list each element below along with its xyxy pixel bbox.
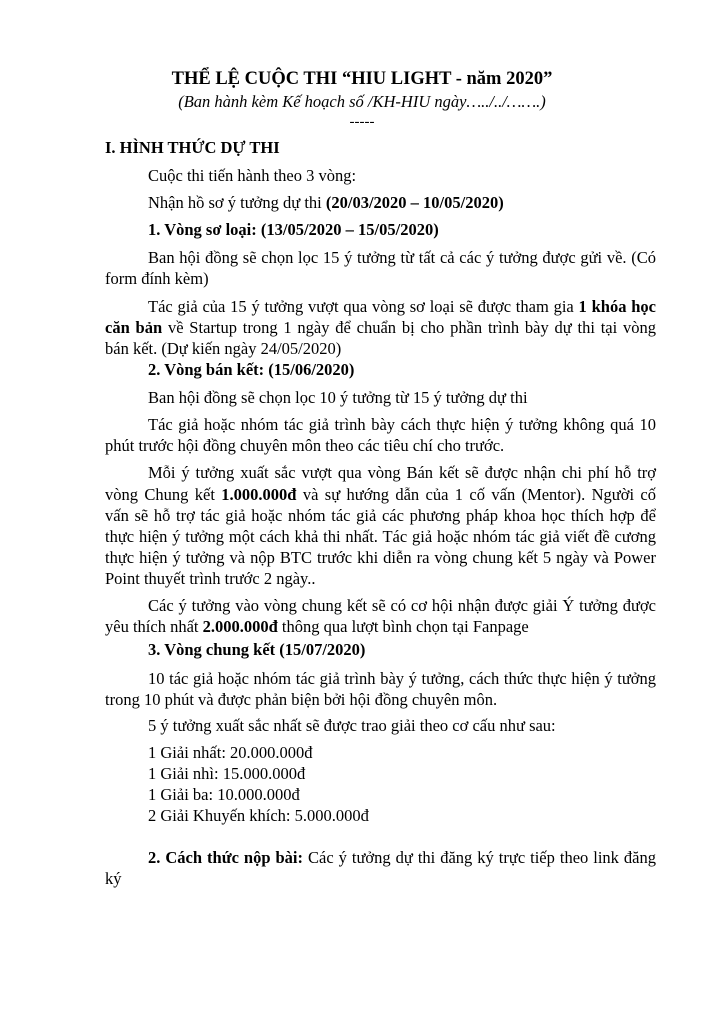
round2-p4-text-a: yêu thích nhất xyxy=(105,617,203,636)
round1-heading: 1. Vòng sơ loại: (13/05/2020 – 15/05/2020) xyxy=(148,220,439,239)
round2-p3-line4: thực hiện ý tưởng một cách khả thi nhất. Tác giả hoặc nhóm tác giả viết đề cương xyxy=(105,527,656,546)
section-heading: I. HÌNH THỨC DỰ THI xyxy=(105,138,280,157)
reception-dates: (20/03/2020 – 10/05/2020) xyxy=(325,193,504,212)
prize-item: 1 Giải ba: 10.000.000đ xyxy=(148,785,300,804)
round2-p3-text-a: vòng Chung kết xyxy=(105,485,222,504)
section-intro: Cuộc thi tiến hành theo 3 vòng: xyxy=(148,166,357,185)
round2-heading: 2. Vòng bán kết: (15/06/2020) xyxy=(148,360,355,379)
reception-text: Nhận hồ sơ ý tưởng dự thi xyxy=(148,193,326,212)
round1-p2-line3: bán kết. (Dự kiến ngày 24/05/2020) xyxy=(105,339,342,358)
submission-line1 xyxy=(148,848,656,869)
round3-heading: 3. Vòng chung kết (15/07/2020) xyxy=(148,640,366,659)
round2-p3-text-b: và sự hướng dẫn của 1 cố vấn (Mentor). Người cố xyxy=(296,485,656,504)
submission-heading: 2. Cách thức nộp bài: xyxy=(148,848,304,867)
prize-item: 1 Giải nhì: 15.000.000đ xyxy=(148,764,306,783)
prize-item: 1 Giải nhất: 20.000.000đ xyxy=(148,743,313,762)
round3-p1-line2: trong 10 phút và được phản biện bởi hội đồng chuyên môn. xyxy=(105,690,498,709)
document-title: THỂ LỆ CUỘC THI “HIU LIGHT - năm 2020” xyxy=(171,69,553,89)
round1-p2-bold2: căn bản xyxy=(105,318,163,337)
round1-p1-line2: form đính kèm) xyxy=(105,269,209,288)
round2-p3-line5: thực hiện ý tưởng và nộp BTC trước khi diễn ra vòng chung kết 5 ngày và Power xyxy=(105,548,656,567)
round2-p3-line1: Mỗi ý tưởng xuất sắc vượt qua vòng Bán kết sẽ được nhận chi phí hỗ trợ xyxy=(148,463,656,482)
round2-p4-line1: Các ý tưởng vào vòng chung kết sẽ có cơ hội nhận được giải Ý tưởng được xyxy=(148,596,656,615)
reception-line xyxy=(148,193,504,214)
round1-p2-line2 xyxy=(105,318,656,339)
document-subtitle: (Ban hành kèm Kế hoạch số /KH-HIU ngày…../../…….) xyxy=(178,92,546,111)
round1-p2-line1 xyxy=(148,297,656,318)
round1-p1-line1: Ban hội đồng sẽ chọn lọc 15 ý tưởng từ tất cả các ý tưởng được gửi về. (Có xyxy=(148,248,656,267)
round3-p2: 5 ý tưởng xuất sắc nhất sẽ được trao giải theo cơ cấu như sau: xyxy=(148,716,556,735)
round2-p1: Ban hội đồng sẽ chọn lọc 10 ý tưởng từ 15 ý tưởng dự thi xyxy=(148,388,528,407)
round2-p4-amount: 2.000.000đ xyxy=(202,617,278,636)
round1-p2-text: Tác giả của 15 ý tưởng vượt qua vòng sơ loại sẽ được tham gia xyxy=(148,297,579,316)
round2-p4-line2 xyxy=(105,617,529,638)
round1-p2-text2: về Startup trong 1 ngày để chuẩn bị cho phần trình bày dự thi tại vòng xyxy=(162,318,656,337)
round2-p4-text-b: thông qua lượt bình chọn tại Fanpage xyxy=(277,617,529,636)
round1-p2-bold: 1 khóa học xyxy=(578,297,656,316)
prize-item: 2 Giải Khuyến khích: 5.000.000đ xyxy=(148,806,369,825)
round2-p3-line2 xyxy=(105,485,656,506)
header-separator: ----- xyxy=(349,114,375,130)
round2-p2-line2: phút trước hội đồng chuyên môn theo các tiêu chí cho trước. xyxy=(105,436,505,455)
round2-p3-amount: 1.000.000đ xyxy=(221,485,297,504)
submission-line2: ký xyxy=(105,869,122,888)
round3-p1-line1: 10 tác giả hoặc nhóm tác giả trình bày ý tưởng, cách thức thực hiện ý tưởng xyxy=(148,669,656,688)
round2-p2-line1: Tác giả hoặc nhóm tác giả trình bày cách thực hiện ý tưởng không quá 10 xyxy=(148,415,656,434)
submission-text: Các ý tưởng dự thi đăng ký trực tiếp theo link đăng xyxy=(303,848,656,867)
round2-p3-line3: vấn sẽ hỗ trợ tác giả hoặc nhóm tác giả các phương pháp khoa học thích hợp để xyxy=(105,506,656,525)
round2-p3-line6: Point thuyết trình trước 2 ngày.. xyxy=(105,569,316,588)
